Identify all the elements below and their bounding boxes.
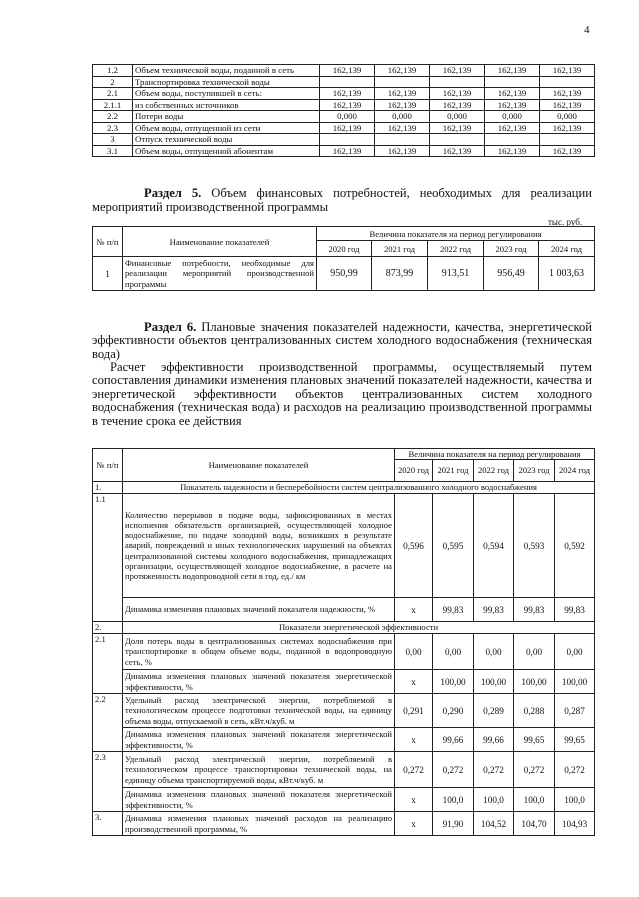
year-header: 2023 год [484,241,539,257]
row-name: из собственных источников [133,99,320,111]
row-value: 0,000 [320,111,375,123]
table-row [93,99,595,111]
row-value: 0,00 [514,634,555,670]
row-value: 162,139 [375,122,430,134]
row-value: 0,272 [433,752,474,788]
dynamics-value: 99,83 [555,598,595,622]
row-number: 2.1 [93,634,123,694]
row-value: 0,00 [433,634,474,670]
dynamics-name: Динамика изменения плановых значений показателя энергетической эффективности, % [123,670,395,694]
row-value: 0,291 [395,694,433,728]
dynamics-value: 99,83 [474,598,514,622]
row-name: Объем воды, отпущенной из сети [133,122,320,134]
table-row [93,598,595,622]
dynamics-value: х [395,728,433,752]
table-row [93,670,595,694]
row-value [540,134,595,146]
row-value [430,134,485,146]
row-name: Отпуск технической воды [133,134,320,146]
row-value: 0,289 [474,694,514,728]
row-value: 162,139 [540,122,595,134]
group-title: Показатели энергетической эффективности [123,622,595,634]
table-row [93,728,595,752]
row-value: 0,288 [514,694,555,728]
dynamics-value: 99,66 [433,728,474,752]
row-name: Объем воды, отпущенной абонентам [133,145,320,157]
row-number: 2.1 [93,88,133,100]
row-value: 950,99 [317,257,372,291]
table-row [93,494,595,598]
row-number: 1 [93,257,123,291]
row-number: 2 [93,76,133,88]
row-value: 162,139 [320,65,375,77]
dynamics-name: Динамика изменения плановых значений показателя энергетической эффективности, % [123,788,395,812]
row-value [485,76,540,88]
year-header: 2020 год [395,460,433,482]
dynamics-value: 99,66 [474,728,514,752]
finance-header-no: № п/п [93,227,123,257]
row-value: 162,139 [540,145,595,157]
row-value: 162,139 [320,122,375,134]
table-row [93,76,595,88]
row-value: 91,90 [433,812,474,836]
dynamics-value: 99,83 [433,598,474,622]
table-row [93,788,595,812]
group-number: 1. [93,482,123,494]
dynamics-value: 100,0 [433,788,474,812]
table-row [93,694,595,728]
row-value: 0,00 [395,634,433,670]
row-value: 0,287 [555,694,595,728]
row-value: 873,99 [372,257,428,291]
row-value: 0,000 [375,111,430,123]
row-number: 2.3 [93,752,123,812]
year-header: 2024 год [539,241,595,257]
row-value: 162,139 [375,88,430,100]
finance-table [92,226,595,291]
row-value: 913,51 [428,257,484,291]
group-title: Показатель надежности и бесперебойности систем централизованного холодного водоснабжения [123,482,595,494]
indicators-table [92,448,595,836]
row-value: 0,596 [395,494,433,598]
dynamics-value: 100,00 [433,670,474,694]
row-value: 162,139 [320,88,375,100]
row-number: 2.1.1 [93,99,133,111]
page-number: 4 [584,24,590,36]
row-value: 0,290 [433,694,474,728]
row-name: Потери воды [133,111,320,123]
row-value: 162,139 [430,99,485,111]
row-number: 2.2 [93,694,123,752]
row-value: 0,000 [540,111,595,123]
row-value: 162,139 [485,88,540,100]
row-value: 0,593 [514,494,555,598]
row-name: Доля потерь воды в централизованных системах водоснабжения при транспортировке в общем объеме воды, поданной в водопроводную сеть, % [123,634,395,670]
group-number: 2. [93,622,123,634]
table-row [93,812,595,836]
row-number: 3 [93,134,133,146]
row-value: 162,139 [485,145,540,157]
section5-title: Раздел 5. Объем финансовых потребностей, необходимых для реализации мероприятий производственной программы [92,186,592,214]
dynamics-value: 99,83 [514,598,555,622]
row-value [540,76,595,88]
row-value [430,76,485,88]
row-value: 0,00 [474,634,514,670]
dynamics-value: 100,00 [474,670,514,694]
section6-title: Раздел 6. Плановые значения показателей надежности, качества, энергетической эффективности объектов централизованных систем холодного водоснабжения (техническая вода) [92,320,592,361]
table-row [93,111,595,123]
row-value: 956,49 [484,257,539,291]
row-name: Динамика изменения плановых значений расходов на реализацию производственной программы, % [123,812,395,836]
row-value: 162,139 [375,65,430,77]
dynamics-value: 100,0 [514,788,555,812]
section6-paragraph: Расчет эффективности производственной программы, осуществляемый путем сопоставления динамики изменения плановых значений показателей надежности, качества и энергетической эффективности объектов централизованных систем холодного водоснабжения (техническая вода) и расходов на реализацию производственной программы в течение срока ее действия [92,360,592,428]
table-row [93,88,595,100]
row-number: 2.3 [93,122,133,134]
table-row [93,752,595,788]
table-row [93,65,595,77]
row-value: 162,139 [540,99,595,111]
table-row [93,634,595,670]
row-name: Финансовые потребности, необходимые для реализации мероприятий производственной программы [123,257,317,291]
row-value: 162,139 [320,145,375,157]
row-value: 162,139 [430,122,485,134]
row-name: Объем технической воды, поданной в сеть [133,65,320,77]
dynamics-name: Динамика изменения плановых значений показателя надежности, % [123,598,395,622]
row-value [320,76,375,88]
dynamics-value: х [395,788,433,812]
table-row [93,122,595,134]
table-row [93,482,595,494]
table-row [93,622,595,634]
dynamics-value: 100,00 [514,670,555,694]
year-header: 2024 год [555,460,595,482]
row-value: 0,272 [395,752,433,788]
row-number: 3.1 [93,145,133,157]
row-value: 162,139 [320,99,375,111]
row-value: 0,00 [555,634,595,670]
row-value: 104,93 [555,812,595,836]
row-value: 104,52 [474,812,514,836]
table-row [93,145,595,157]
water-volume-table [92,64,595,157]
row-name: Удельный расход электрической энергии, потребляемой в технологическом процессе подготовки технической воды, на единицу объема воды, отпускаемой в сеть, кВт.ч/куб. м [123,694,395,728]
finance-header-period: Величина показателя на период регулирования [317,227,595,241]
finance-header-name: Наименование показателей [123,227,317,257]
row-value [320,134,375,146]
row-value: 162,139 [375,99,430,111]
table-row [93,134,595,146]
dynamics-value: 100,0 [555,788,595,812]
header-no: № п/п [93,449,123,482]
row-value: х [395,812,433,836]
header-name: Наименование показателей [123,449,395,482]
dynamics-value: 99,65 [514,728,555,752]
year-header: 2023 год [514,460,555,482]
row-value [375,76,430,88]
row-name: Удельный расход электрической энергии, потребляемой в технологическом процессе транспортировки технической воды, на единицу объема транспортируемой воды, кВт.ч/куб. м [123,752,395,788]
row-value: 0,272 [514,752,555,788]
row-value: 1 003,63 [539,257,595,291]
row-name: Объем воды, поступившей в сеть: [133,88,320,100]
row-value: 162,139 [430,65,485,77]
row-value: 162,139 [375,145,430,157]
row-value: 104,70 [514,812,555,836]
row-number: 1.1 [93,494,123,622]
row-value: 162,139 [430,88,485,100]
row-value: 0,000 [485,111,540,123]
year-header: 2022 год [428,241,484,257]
row-value: 162,139 [485,99,540,111]
row-value: 0,000 [430,111,485,123]
year-header: 2021 год [433,460,474,482]
row-value: 0,272 [474,752,514,788]
row-value: 0,594 [474,494,514,598]
year-header: 2022 год [474,460,514,482]
dynamics-value: х [395,598,433,622]
row-number: 1.2 [93,65,133,77]
row-value: 162,139 [430,145,485,157]
year-header: 2020 год [317,241,372,257]
row-value: 162,139 [485,65,540,77]
header-period: Величина показателя на период регулирования [395,449,595,460]
row-value: 162,139 [540,65,595,77]
row-value: 162,139 [540,88,595,100]
row-value [485,134,540,146]
dynamics-value: 99,65 [555,728,595,752]
row-name: Количество перерывов в подаче воды, зафиксированных в местах исполнения обязательств организацией, осуществляющей холодное водоснабжение, по подаче холодной воды, возникших в результате аварий, повреждений и иных технологических нарушений на объектах централизованной системы холодного водоснабжения, принадлежащих организации, осуществляющей холодное водоснабжение, в расчете на протяженность водопроводной сети в год, ед./ км [123,494,395,598]
row-value: 0,595 [433,494,474,598]
table-row [93,449,595,460]
section5-unit: тыс. руб. [548,217,583,227]
row-value: 162,139 [485,122,540,134]
row-value: 0,272 [555,752,595,788]
row-number: 2.2 [93,111,133,123]
row-number: 3. [93,812,123,836]
row-value: 0,592 [555,494,595,598]
dynamics-value: х [395,670,433,694]
year-header: 2021 год [372,241,428,257]
dynamics-name: Динамика изменения плановых значений показателя энергетической эффективности, % [123,728,395,752]
row-value [375,134,430,146]
dynamics-value: 100,00 [555,670,595,694]
row-name: Транспортировка технической воды [133,76,320,88]
dynamics-value: 100,0 [474,788,514,812]
